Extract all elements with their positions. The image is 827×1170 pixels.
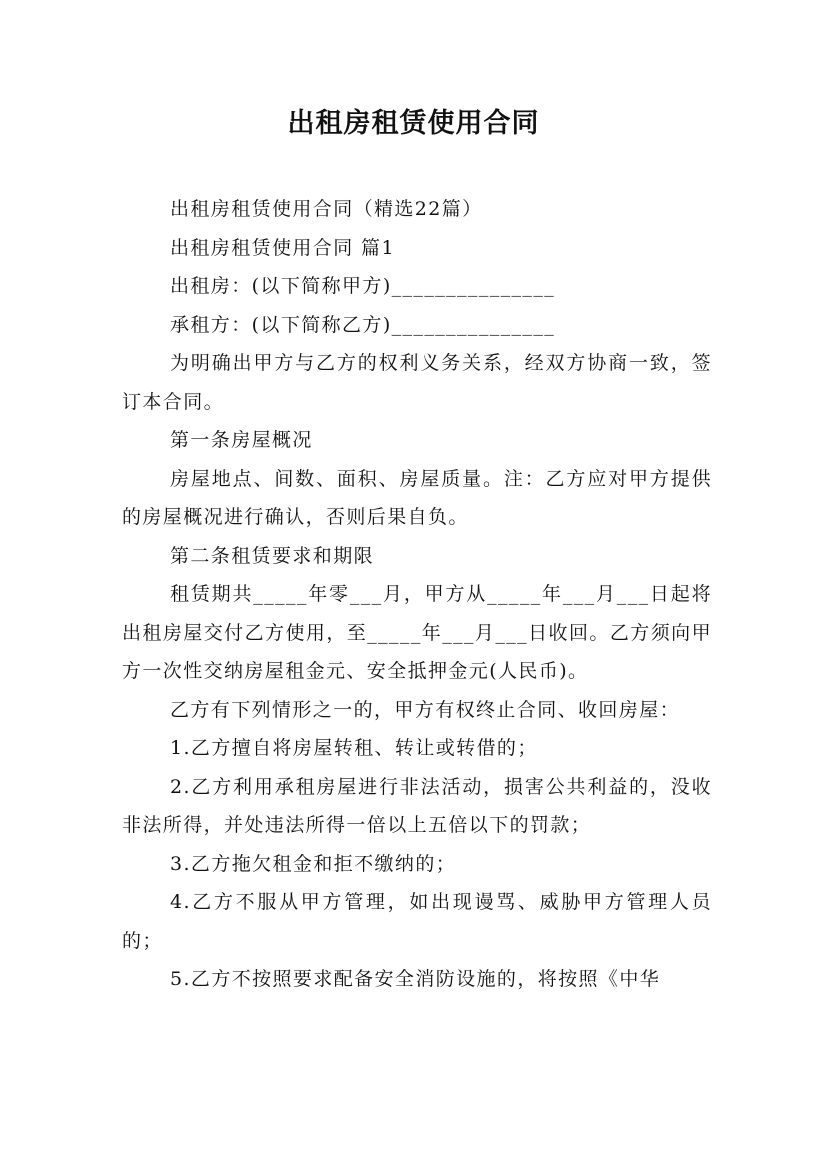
paragraph-lessee: 承租方：(以下简称乙方)_______________ xyxy=(170,313,556,336)
paragraph-termination-intro: 乙方有下列情形之一的，甲方有权终止合同、收回房屋： xyxy=(170,698,681,721)
paragraph-subtitle: 出租房租赁使用合同（精选22篇） xyxy=(170,198,483,220)
paragraph-clause-5: 5.乙方不按照要求配备安全消防设施的，将按照《中华 xyxy=(170,968,661,990)
paragraph-article-2-body: 租赁期共_____年零___月，甲方从_____年___月___日起将出租房屋交付乙方使用，至_____年___月___日收回。乙方须向甲方一次性交纳房屋租金元、安全抵押金元(人民币)。 xyxy=(122,583,712,682)
paragraph-article-2-heading: 第二条租赁要求和期限 xyxy=(170,544,375,567)
paragraph-lessor: 出租房：(以下简称甲方)_______________ xyxy=(170,275,556,297)
paragraph-section-heading: 出租房租赁使用合同 篇1 xyxy=(170,236,395,259)
paragraph-purpose: 为明确出甲方与乙方的权利义务关系，经双方协商一致，签订本合同。 xyxy=(122,352,712,413)
paragraph-article-1-heading: 第一条房屋概况 xyxy=(170,429,313,451)
paragraph-clause-4: 4.乙方不服从甲方管理，如出现谩骂、威胁甲方管理人员的； xyxy=(122,891,712,952)
paragraph-article-1-body: 房屋地点、间数、面积、房屋质量。注：乙方应对甲方提供的房屋概况进行确认，否则后果自负。 xyxy=(122,467,712,528)
document-title: 出租房租赁使用合同 xyxy=(287,108,540,139)
paragraph-clause-2: 2.乙方利用承租房屋进行非法活动，损害公共利益的，没收非法所得，并处违法所得一倍以上五倍以下的罚款； xyxy=(122,775,712,836)
paragraph-clause-3: 3.乙方拖欠租金和拒不缴纳的； xyxy=(170,852,457,875)
paragraph-clause-1: 1.乙方擅自将房屋转租、转让或转借的； xyxy=(170,737,538,759)
document-body xyxy=(122,190,712,999)
